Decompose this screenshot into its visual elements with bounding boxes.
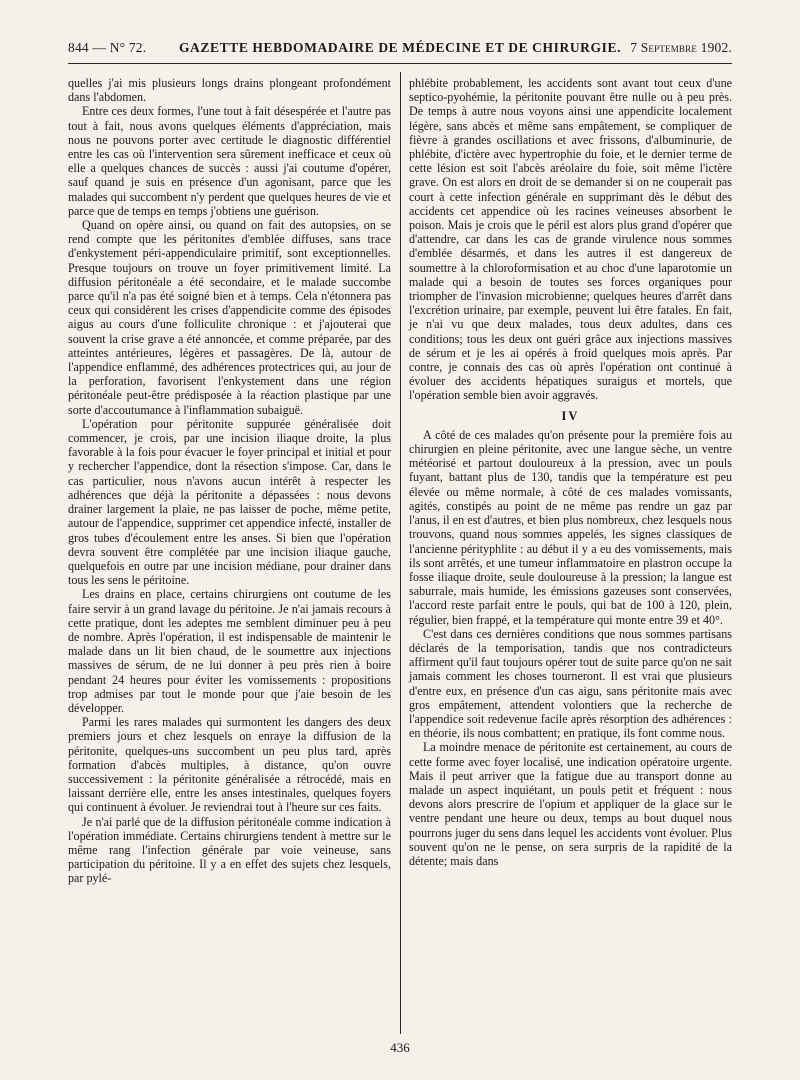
- paragraph: Entre ces deux formes, l'une tout à fait désespérée et l'autre pas tout à fait, nous avons quelques éléments d'appréciation, mais nous ne pouvons porter avec certitude le diagnostic différentiel entre les cas où l'intervention sera sûrement inefficace et ceux où elle a quelques chances de succès : aussi j'ai coutume d'opérer, sauf quand je suis en présence d'un agonisant, parce que les malades qui succombent n'y perdent que quelques heures de vie et parce que de temps en temps j'obtiens une guérison.: [68, 104, 391, 218]
- left-column: [68, 76, 391, 886]
- page-folio: 436: [390, 1040, 410, 1055]
- column-divider: [400, 72, 401, 1034]
- journal-title: GAZETTE HEBDOMADAIRE DE MÉDECINE ET DE CHIRURGIE.: [178, 40, 622, 55]
- running-header: [68, 40, 732, 62]
- header-rule: [68, 63, 732, 64]
- paragraph: phlébite probablement, les accidents sont avant tout ceux d'une septico-pyohémie, la péritonite pouvant être nulle ou à peu près. De temps à autre nous voyons ainsi une appendicite localement légère, sans abcès et même sans empâtement, se compliquer de fièvre à grandes oscillations et avec frissons, d'albuminurie, de phlébite, d'ictère avec hypertrophie du foie, et le dernier terme de cette lésion est soit l'abcès aréolaire du foie, soit même l'ictère grave. On est alors en droit de se demander si on ne couperait pas court à cette infection générale en supprimant dès le début des accidents cet appendice où les racines veineuses absorbent le poison. Mais je crois que le péril est alors plus grand d'opérer que d'attendre, car dans les cas de grande virulence nous sommes d'emblée désarmés, et dans les autres il est dangereux de soumettre à la chloroformisation et au choc d'une laparotomie un malade qui a besoin de toutes ses forces organiques pour triompher de l'invasion microbienne; quelques heures d'arrêt dans l'excrétion urinaire, par exemple, peuvent lui être fatales. En fait, je n'ai vu que deux malades, tous deux adultes, dans ces conditions; tous les deux ont guéri grâce aux injections massives de sérum et je les ai opérés à froid quelques mois après. Par contre, je connais des cas où après l'opération ont continué à évoluer des accidents hépatiques suraigus et mortels, que l'opération semble bien avoir aggravés.: [409, 76, 732, 403]
- paragraph: Je n'ai parlé que de la diffusion péritonéale comme indication à l'opération immédiate. Certains chirurgiens tendent à mettre sur le même rang l'infection générale par voie veineuse, sans participation du péritoine. Il y a en effet des sujets chez lesquels, par pylé-: [68, 814, 391, 886]
- paragraph: C'est dans ces dernières conditions que nous sommes partisans déclarés de la temporisation, tandis que nos contradicteurs affirment qu'il faut toujours opérer tout de suite parce qu'on ne sait jamais comment les choses tourneront. Il est vrai que plusieurs d'entre eux, en présence d'un cas aigu, sans péritonite mais avec gros empâtement, attendent volontiers que la recherche de l'appendice soit redevenue facile après résorption des adhérences : en théorie, ils nous combattent; en pratique, ils font comme nous.: [409, 626, 732, 741]
- paragraph: A côté de ces malades qu'on présente pour la première fois au chirurgien en pleine péritonite, avec une langue sèche, un ventre météorisé et partout douloureux à la pression, avec un pouls fuyant, battant plus de 130, tandis que la température est peu élevée ou même normale, à côté de ces malades vomissants, agités, constipés au point de ne même pas rendre un gaz par l'anus, il en est d'autres, et bien plus nombreux, chez lesquels nous trouvons, quand nous sommes appelés, les signes classiques de l'ancienne pérityphlite : au début il y a eu des vomissements, mais ils sont arrêtés, et une tumeur inflammatoire en plastron occupe la fosse iliaque droite, seule douloureuse à la pression; la langue est saburrale, mais humide, les émissions gazeuses sont conservées, l'accord reste parfait entre le pouls, qui bat de 100 à 120, plein, régulier, bien frappé, et la température qui monte entre 39 et 40°.: [409, 427, 732, 627]
- right-column: [409, 76, 732, 868]
- issue-date: 7 Septembre 1902.: [630, 40, 732, 55]
- paragraph: Parmi les rares malades qui surmontent les dangers des deux premiers jours et chez lesquels on enraye la diffusion de la péritonite, quelques-uns succombent un peu plus tard, après formation d'abcès multiples, à distance, qu'on ouvre successivement : la péritonite généralisée a rétrocédé, mais en laissant derrière elle, entre les anses intestinales, quelques foyers qui continuent à évoluer. Je reviendrai tout à l'heure sur ces faits.: [68, 715, 391, 815]
- paragraph: Quand on opère ainsi, ou quand on fait des autopsies, on se rend compte que les péritonites d'emblée diffuses, sans trace d'enkystement péri-appendiculaire primitif, sont exceptionnelles. Presque toujours on trouve un foyer primitivement limité. La diffusion péritonéale a été secondaire, et le malade succombe parce qu'il n'a pas été soigné bien et à temps. Cela n'étonnera pas ceux qui considèrent les crises d'appendicite comme des épisodes aigus au cours d'une folliculite chronique : et j'ajouterai que souvent la crise grave a été annoncée, et comme préparée, par des atteintes antérieures, légères et passagères. De là, autour de l'appendice enflammé, des adhérences protectrices qui, au jour de la perforation, favorisent l'enkystement dans une région péritonéale peut-être prédisposée à la réaction plastique par une sorte d'accoutumance à l'inflammation subaiguë.: [68, 218, 391, 417]
- section-heading: IV: [561, 408, 580, 423]
- page-number: 844 — N° 72.: [68, 40, 147, 55]
- paragraph: La moindre menace de péritonite est certainement, au cours de cette forme avec foyer localisé, une indication opératoire urgente. Mais il peut arriver que la fatigue due au transport donne au malade un aspect inquiétant, un pouls petit et fréquent : nous devons alors prescrire de l'opium et appliquer de la glace sur le ventre pendant une heure ou deux, temps au bout duquel nous pourrons juger du sens dans lequel les accidents vont évoluer. Plus souvent qu'on ne le pense, on sera surpris de la rapidité de la détente; mais dans: [409, 740, 732, 868]
- paragraph: L'opération pour péritonite suppurée généralisée doit commencer, je crois, par une incision iliaque droite, la plus favorable à la fois pour évacuer le foyer principal et initial et pour y rechercher l'appendice, dont la résection s'impose. Car, dans le cas particulier, nous n'avons aucun intérêt à respecter les adhérences que déjà la péritonite a dépassées : nous devons drainer largement la plaie, ne pas laisser de poche, même petite, autour de l'appendice, supprimer cet appendice infecté, installer de gros tubes d'écoulement entre les anses. Si bien que l'opération devra souvent être complétée par une incision iliaque gauche, quelquefois en outre par une incision médiane, pour drainer dans tous les sens le péritoine.: [68, 416, 391, 588]
- paragraph: quelles j'ai mis plusieurs longs drains plongeant profondément dans l'abdomen.: [68, 76, 391, 105]
- paragraph: Les drains en place, certains chirurgiens ont coutume de les faire servir à un grand lavage du péritoine. Je n'ai jamais recours à cette pratique, dont les adeptes me semblent diminuer peu à peu de nombre. Après l'opération, il est indispensable de maintenir le malade dans un lit bien chaud, de le soumettre aux injections massives de sérum, de ne lui donner à peu près rien à boire pendant 24 heures pour éviter les vomissements : propositions trop admises par tout le monde pour que j'aie besoin de les développer.: [68, 587, 391, 715]
